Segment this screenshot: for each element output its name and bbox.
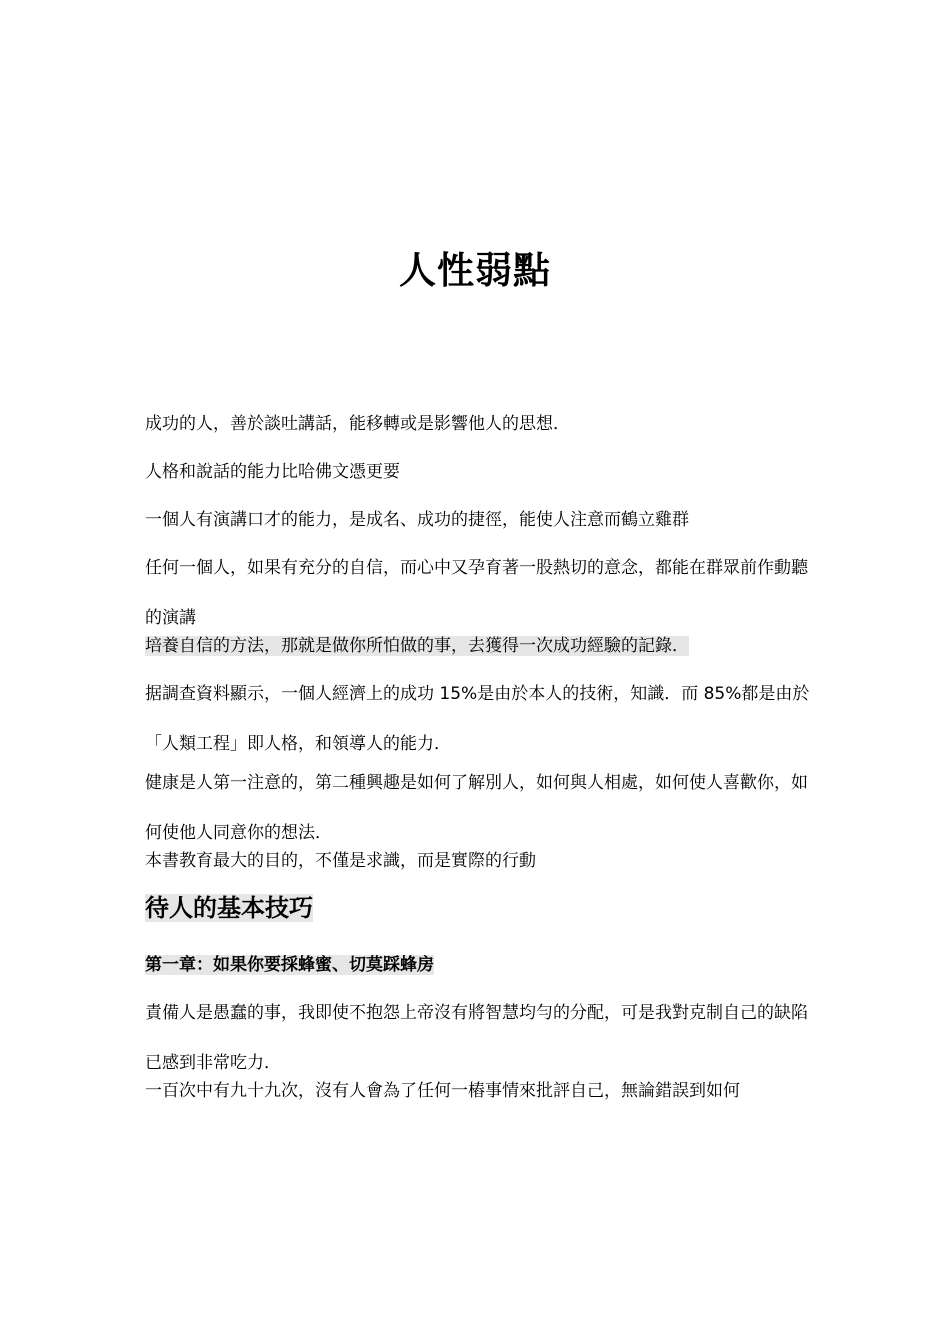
intro-paragraph: 人格和說話的能力比哈佛文憑更要: [145, 462, 400, 482]
intro-paragraph: 据調查資料顯示，一個人經濟上的成功 15%是由於本人的技術，知識．而 85%都是由於「人類工程」即人格，和領導人的能力．: [145, 684, 810, 754]
chapter-heading: [145, 951, 810, 979]
chapter-heading-text: 第一章：如果你要採蜂蜜、切莫踩蜂房: [145, 955, 434, 975]
intro-paragraph: 一個人有演講口才的能力，是成名、成功的捷徑，能使人注意而鶴立雞群: [145, 510, 689, 530]
highlighted-text: 培養自信的方法，那就是做你所怕做的事，去獲得一次成功經驗的記錄．: [145, 636, 689, 656]
intro-paragraph: 任何一個人，如果有充分的自信，而心中又孕育著一股熱切的意念，都能在群眾前作動聽的演講: [145, 558, 808, 628]
section-heading: [145, 891, 810, 925]
section-heading-text: 待人的基本技巧: [145, 894, 313, 922]
highlighted-paragraph: [145, 632, 810, 660]
document-body: [145, 410, 810, 1105]
intro-paragraph: 健康是人第一注意的，第二種興趣是如何了解別人，如何與人相處，如何使人喜歡你，如何使他人同意你的想法．: [145, 773, 808, 843]
intro-paragraph: 本書教育最大的目的，不僅是求識，而是實際的行動: [145, 851, 536, 871]
document-title: 人性弱點: [399, 248, 551, 292]
chapter-paragraph: 責備人是愚蠢的事，我即使不抱怨上帝沒有將智慧均勻的分配，可是我對克制自己的缺陷已感到非常吃力．: [145, 1003, 808, 1073]
intro-paragraph: 成功的人，善於談吐講話，能移轉或是影響他人的思想．: [145, 414, 570, 434]
chapter-paragraph: 一百次中有九十九次，沒有人會為了任何一樁事情來批評自己，無論錯誤到如何: [145, 1081, 740, 1101]
